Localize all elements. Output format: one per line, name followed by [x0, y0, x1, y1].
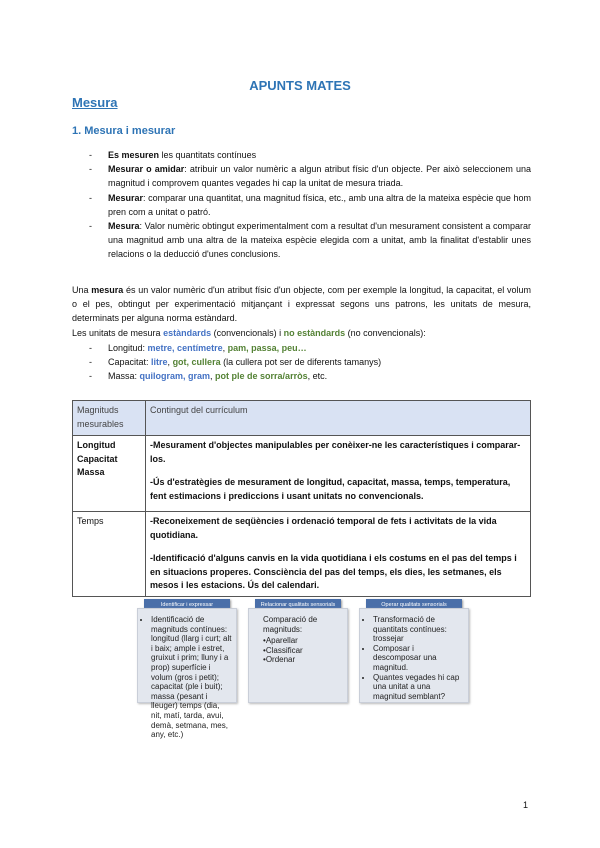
definition-item: - Es mesuren les quantitats contínues	[89, 148, 531, 162]
list-item: •Ordenar	[263, 655, 296, 665]
header-cell: Contingut del currículum	[146, 401, 531, 436]
list-item: • Quantes vegades hi cap una unitat a una magnitud semblant?	[373, 673, 464, 702]
units-item-massa: - Massa: quilogram, gram, pot ple de sorra/arròs, etc.	[89, 369, 531, 383]
table-row	[73, 512, 531, 597]
units-item-capacitat: - Capacitat: litre, got, cullera (la cullera pot ser de diferents tamanys)	[89, 355, 531, 369]
page-number: 1	[522, 800, 528, 810]
intro-paragraph: Una mesura és un valor numèric d'un atribut físic d'un objecte, com per exemple la longitud, la capacitat, el volum o el pes, obtingut per experimentació mitjançant i expressat segons uns patrons, les unitats de mesura, determinats per alguna norma estàndard.	[72, 285, 531, 324]
magnitude-cell: Temps	[73, 512, 146, 597]
subsection-heading: 1. Mesura i mesurar	[72, 125, 176, 137]
list-item: •Classificar	[263, 645, 303, 655]
box-body	[248, 608, 348, 703]
list-item: • Composar i descomposar una magnitud.	[373, 644, 464, 673]
definition-item: - Mesurar o amidar: atribuir un valor numèric a algun atribut físic d'un objecte. Per això seleccionem una magnitud i comprovem quantes vegades hi cap la unitat de mesura triada.	[89, 162, 531, 190]
units-list	[89, 341, 531, 384]
header-cell: Magnituds mesurables	[73, 401, 146, 436]
units-item-longitud: - Longitud: metre, centímetre, pam, passa, peu…	[89, 341, 531, 355]
list-item: • Transformació de quantitats contínues: trossejar	[373, 615, 464, 644]
definition-item: - Mesurar: comparar una quantitat, una magnitud física, etc., amb una altra de la mateixa espècie que hom pren com a unitat o patró.	[89, 191, 531, 219]
smartart-box-relate	[248, 599, 348, 703]
box-intro: Comparació de magnituds:	[263, 615, 318, 634]
page-title: APUNTS MATES	[249, 78, 351, 93]
box-header: Relacionar qualitats sensorials	[255, 599, 341, 611]
definitions-list	[89, 148, 531, 262]
smartart-box-operate	[359, 599, 469, 703]
section-heading: Mesura	[72, 95, 118, 110]
curriculum-table	[72, 400, 531, 597]
box-header: Identificar i expressar	[144, 599, 230, 611]
box-body	[359, 608, 469, 703]
smartart-box-identify	[137, 599, 237, 740]
box-header: Operar qualitats sensorials	[366, 599, 462, 611]
content-cell: -Mesurament d'objectes manipulables per conèixer-ne les característiques i comparar-los. -Ús d'estratègies de mesurament de longitud, capacitat, massa, temps, temperatura, fent estimacions i prediccions i usant unitats no convencionals.	[146, 436, 531, 512]
definition-item: - Mesura: Valor numèric obtingut experimentalment com a resultat d'un mesurament consistent a comparar una magnitud amb una altra de la mateixa espècie elegida com a unitat, amb la finalitat d'establir unes relacions o la deducció d'unes conclusions.	[89, 219, 531, 262]
magnitude-cell: Longitud Capacitat Massa	[73, 436, 146, 512]
table-row	[73, 436, 531, 512]
list-item: •Aparellar	[263, 636, 298, 646]
table-header-row	[73, 401, 531, 436]
list-item: • Identificació de magnituds contínues: longitud (llarg i curt; alt i baix; ample i estret, gruixut i prim; lluny i a prop) superfície i volum (gros i petit); capacitat (ple i buit); massa (pesant i lleuger) temps (dia, nit, matí, tarda, avui, demà, setmana, mes, any, etc.)	[151, 615, 232, 740]
content-cell: -Reconeixement de seqüències i ordenació temporal de fets i activitats de la vida quotidiana. -Identificació d'alguns canvis en la vida quotidiana i els costums en el pas del temps i en situacions properes. Consciència del pas del temps, els dies, les setmanes, els mesos i les estacions. Ús del calendari.	[146, 512, 531, 597]
units-line: Les unitats de mesura estàndards (convencionals) i no estàndards (no convencionals):	[72, 328, 426, 338]
box-body	[137, 608, 237, 740]
